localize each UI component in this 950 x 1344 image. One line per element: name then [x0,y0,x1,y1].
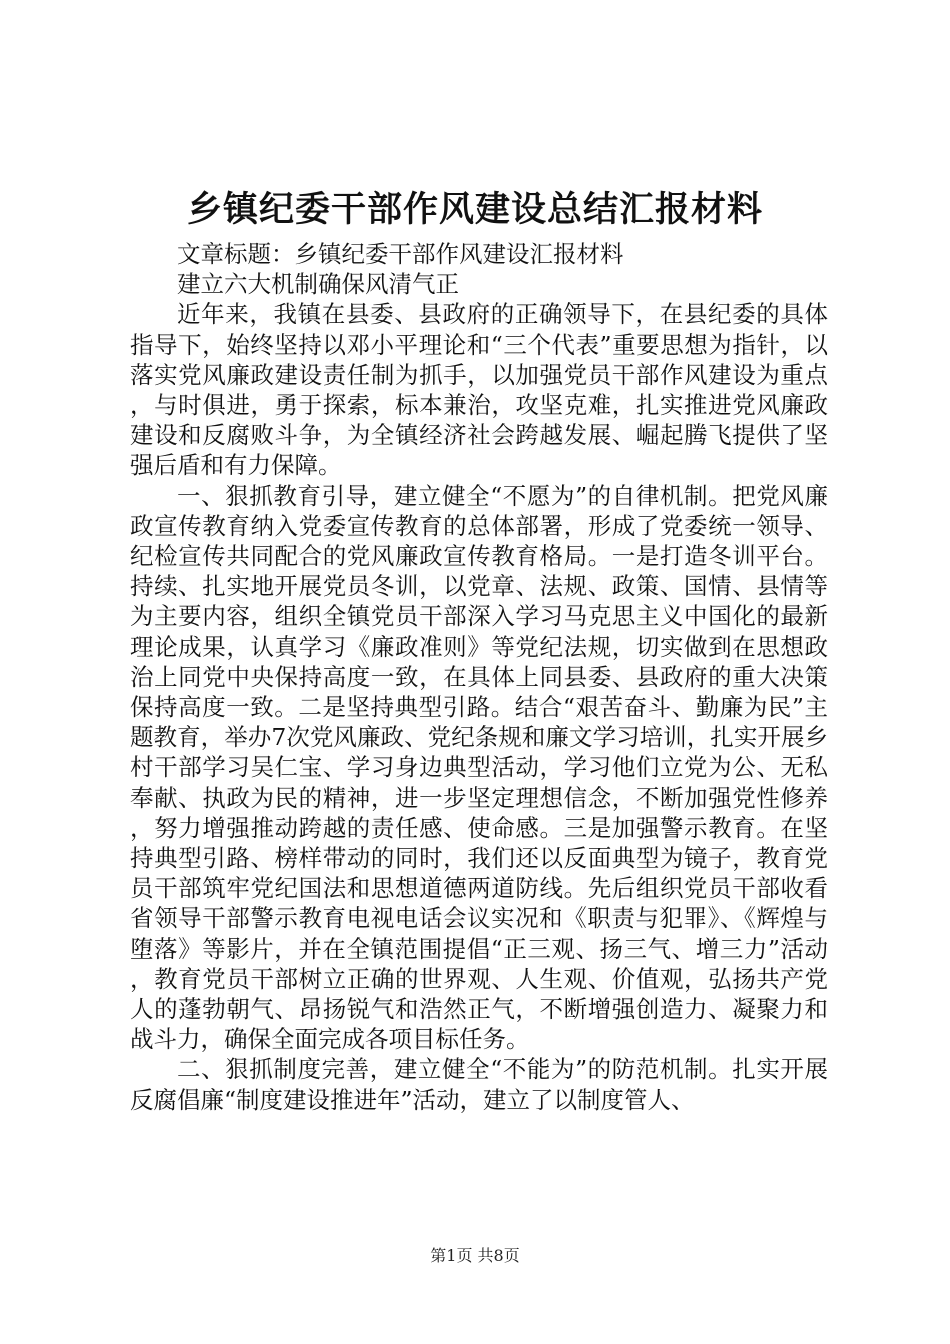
document-title: 乡镇纪委干部作风建设总结汇报材料 [186,189,763,230]
body-paragraph: 近年来，我镇在县委、县政府的正确领导下，在县纪委的具体指导下，始终坚持以邓小平理论和“三个代表”重要思想为指针，以落实党风廉政建设责任制为抓手，以加强党员干部作风建设为重点，与时俱进，勇于探索，标本兼治，攻坚克难，扎实推进党风廉政建设和反腐败斗争，为全镇经济社会跨越发展、崛起腾飞提供了坚强后盾和有力保障。 [130,300,828,480]
article-title-line: 文章标题：乡镇纪委干部作风建设汇报材料 [177,240,624,268]
subtitle-line: 建立六大机制确保风清气正 [177,270,459,299]
page-footer: 第1页 共8页 [430,1246,520,1265]
document-body [130,239,828,1115]
body-paragraph: 二、狠抓制度完善，建立健全“不能为”的防范机制。扎实开展反腐倡廉“制度建设推进年”活动，建立了以制度管人、 [130,1055,828,1114]
body-paragraph: 一、狠抓教育引导，建立健全“不愿为”的自律机制。把党风廉政宣传教育纳入党委宣传教育的总体部署，形成了党委统一领导、纪检宣传共同配合的党风廉政宣传教育格局。一是打造冬训平台。持续、扎实地开展党员冬训，以党章、法规、政策、国情、县情等为主要内容，组织全镇党员干部深入学习马克思主义中国化的最新理论成果，认真学习《廉政准则》等党纪法规，切实做到在思想政治上同党中央保持高度一致，在具体上同县委、县政府的重大决策保持高度一致。二是坚持典型引路。结合“艰苦奋斗、勤廉为民”主题教育，举办7次党风廉政、党纪条规和廉文学习培训，扎实开展乡村干部学习吴仁宝、学习身边典型活动，学习他们立党为公、无私奉献、执政为民的精神，进一步坚定理想信念，不断加强党性修养，努力增强推动跨越的责任感、使命感。三是加强警示教育。在坚持典型引路、榜样带动的同时，我们还以反面典型为镜子，教育党员干部筑牢党纪国法和思想道德两道防线。先后组织党员干部收看省领导干部警示教育电视电话会议实况和《职责与犯罪》、《辉煌与堕落》等影片，并在全镇范围提倡“正三观、扬三气、增三力”活动，教育党员干部树立正确的世界观、人生观、价值观，弘扬共产党人的蓬勃朝气、昂扬锐气和浩然正气，不断增强创造力、凝聚力和战斗力，确保全面完成各项目标任务。 [130,481,828,1054]
